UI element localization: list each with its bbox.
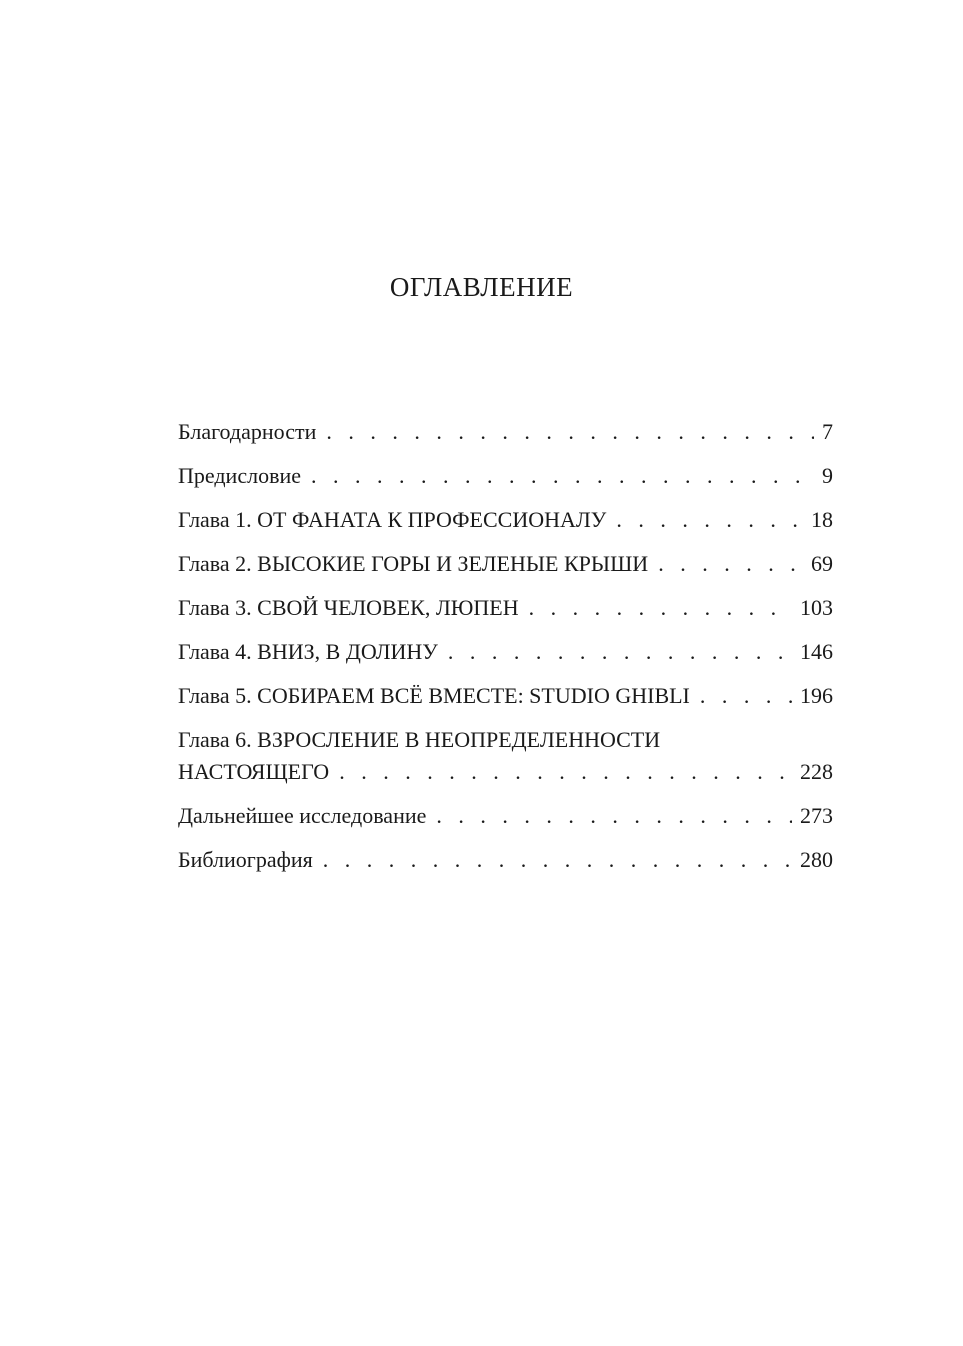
toc-entry-chapter-2 xyxy=(178,548,833,580)
dot-leader xyxy=(339,756,792,788)
dot-leader xyxy=(311,460,814,492)
toc-entry-preface xyxy=(178,460,833,492)
toc-entry-chapter-1 xyxy=(178,504,833,536)
dot-leader xyxy=(436,800,792,832)
toc-entry-label: Дальнейшее исследование xyxy=(178,803,427,828)
toc-entry-page: 146 xyxy=(800,639,833,664)
dot-leader xyxy=(326,416,814,448)
dot-leader xyxy=(616,504,803,536)
toc-entry-bibliography xyxy=(178,844,833,876)
toc-list xyxy=(178,416,833,888)
toc-entry-page: 228 xyxy=(800,759,833,784)
toc-entry-chapter-5 xyxy=(178,680,833,712)
toc-entry-page: 273 xyxy=(800,803,833,828)
toc-entry-label-line2: НАСТОЯЩЕГО xyxy=(178,759,330,784)
toc-entry-chapter-6 xyxy=(178,724,833,788)
dot-leader xyxy=(448,636,792,668)
toc-entry-label: Предисловие xyxy=(178,463,301,488)
toc-entry-further-research xyxy=(178,800,833,832)
dot-leader xyxy=(658,548,803,580)
dot-leader xyxy=(700,680,792,712)
toc-entry-label: Глава 5. СОБИРАЕМ ВСЁ ВМЕСТЕ: STUDIO GHIBLI xyxy=(178,683,690,708)
dot-leader xyxy=(323,844,792,876)
toc-entry-chapter-3 xyxy=(178,592,833,624)
toc-entry-chapter-4 xyxy=(178,636,833,668)
toc-entry-page: 196 xyxy=(800,683,833,708)
toc-entry-label-line1: Глава 6. ВЗРОСЛЕНИЕ В НЕОПРЕДЕЛЕННОСТИ xyxy=(178,727,661,752)
toc-entry-page: 69 xyxy=(811,551,833,576)
toc-entry-page: 103 xyxy=(800,595,833,620)
toc-entry-page: 9 xyxy=(822,463,833,488)
toc-entry-page: 18 xyxy=(811,507,833,532)
dot-leader xyxy=(529,592,792,624)
toc-entry-label: Глава 2. ВЫСОКИЕ ГОРЫ И ЗЕЛЕНЫЕ КРЫШИ xyxy=(178,551,649,576)
toc-entry-label: Библиография xyxy=(178,847,313,872)
toc-entry-label: Глава 1. ОТ ФАНАТА К ПРОФЕССИОНАЛУ xyxy=(178,507,607,532)
toc-entry-page: 7 xyxy=(822,419,833,444)
toc-entry-label: Глава 3. СВОЙ ЧЕЛОВЕК, ЛЮПЕН xyxy=(178,595,519,620)
toc-entry-acknowledgements xyxy=(178,416,833,448)
toc-entry-page: 280 xyxy=(800,847,833,872)
toc-entry-label: Благодарности xyxy=(178,419,317,444)
toc-entry-label: Глава 4. ВНИЗ, В ДОЛИНУ xyxy=(178,639,438,664)
toc-heading: ОГЛАВЛЕНИЕ xyxy=(389,272,574,302)
